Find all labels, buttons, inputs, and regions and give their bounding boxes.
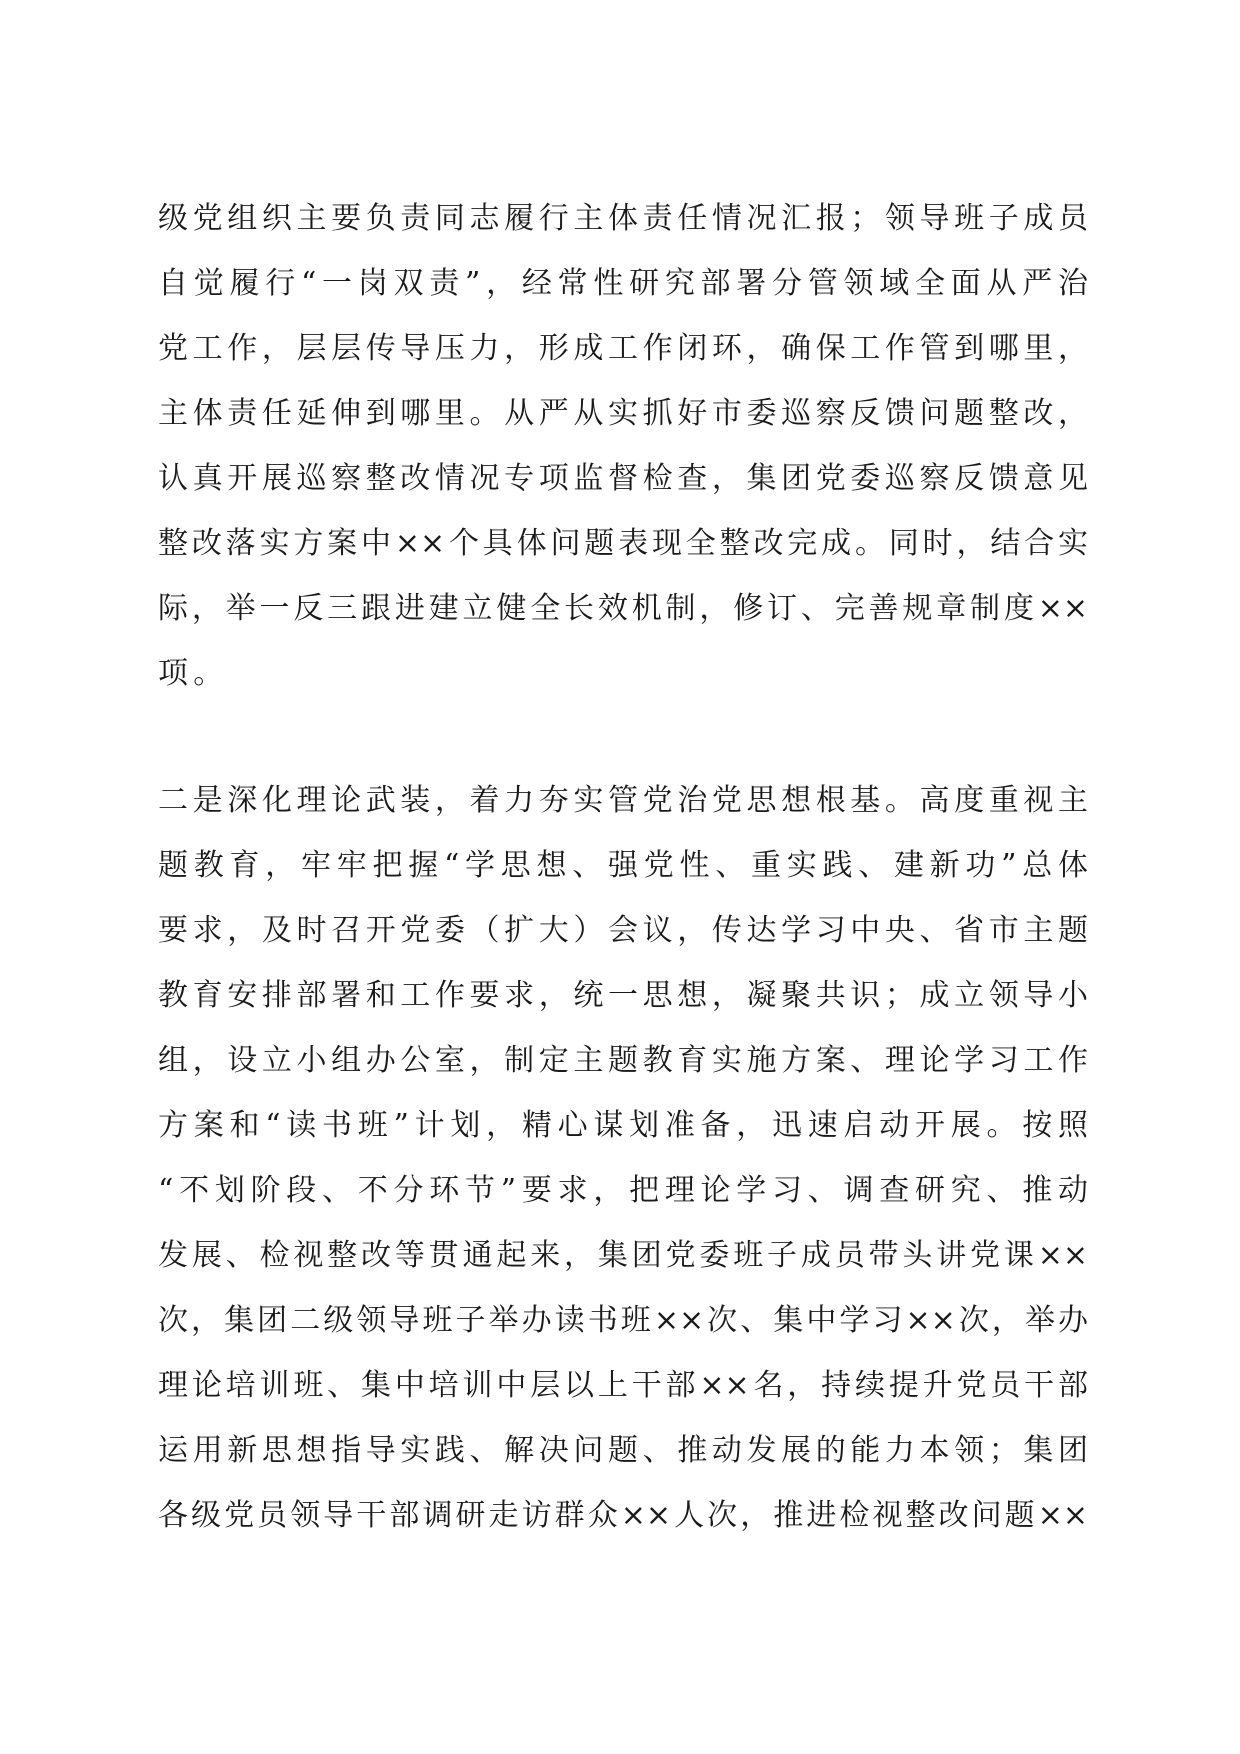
text-line: 党工作，层层传导压力，形成工作闭环，确保工作管到哪里，: [158, 331, 1088, 366]
text-line: 际，举一反三跟进建立健全长效机制，修订、完善规章制度××: [158, 591, 1088, 626]
text-line: 次，集团二级领导班子举办读书班××次、集中学习××次，举办: [158, 1303, 1088, 1338]
text-line: 方案和“读书班”计划，精心谋划准备，迅速启动开展。按照: [158, 1108, 1088, 1143]
text-line: 各级党员领导干部调研走访群众××人次，推进检视整改问题××: [158, 1498, 1088, 1533]
text-line: 自觉履行“一岗双责”，经常性研究部署分管领域全面从严治: [158, 266, 1088, 301]
text-line: 组，设立小组办公室，制定主题教育实施方案、理论学习工作: [158, 1043, 1088, 1078]
text-line: 教育安排部署和工作要求，统一思想，凝聚共识；成立领导小: [158, 978, 1088, 1013]
text-line: 主体责任延伸到哪里。从严从实抓好市委巡察反馈问题整改，: [158, 396, 1088, 431]
text-line: 级党组织主要负责同志履行主体责任情况汇报；领导班子成员: [158, 201, 1088, 236]
text-line: 题教育，牢牢把握“学思想、强党性、重实践、建新功”总体: [158, 848, 1088, 883]
text-line: 认真开展巡察整改情况专项监督检查，集团党委巡察反馈意见: [158, 461, 1088, 496]
text-line: 要求，及时召开党委（扩大）会议，传达学习中央、省市主题: [158, 913, 1088, 948]
text-line: 理论培训班、集中培训中层以上干部××名，持续提升党员干部: [158, 1368, 1088, 1403]
paragraph-responsibility: [158, 186, 1088, 706]
text-line: “不划阶段、不分环节”要求，把理论学习、调查研究、推动: [158, 1173, 1088, 1208]
text-line: 二是深化理论武装，着力夯实管党治党思想根基。高度重视主: [158, 783, 1088, 818]
text-line: 运用新思想指导实践、解决问题、推动发展的能力本领；集团: [158, 1433, 1088, 1468]
text-line: 项。: [158, 656, 229, 691]
text-line: 整改落实方案中××个具体问题表现全整改完成。同时，结合实: [158, 526, 1088, 561]
paragraph-theory-study: [158, 768, 1088, 1548]
text-line: 发展、检视整改等贯通起来，集团党委班子成员带头讲党课××: [158, 1238, 1088, 1273]
